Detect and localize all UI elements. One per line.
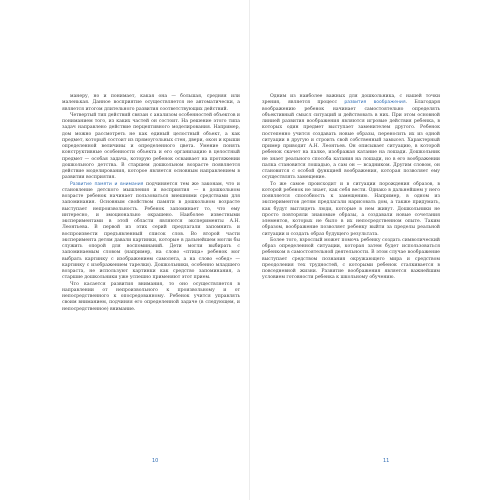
paragraph-text-before: Одним из наиболее важных для дошкольника, с нашей точки зрения, является процесс bbox=[262, 94, 440, 106]
highlighted-term: Развитие памяти и внимания bbox=[70, 181, 144, 187]
paragraph-text-after: То же самое происходит и в ситуации порождения образов, в которой ребенок не знает, как себя вести. Однако в дальнейшем у него появляется способность к замещению. Например, в одном из экспериментов детям предлагали нарисовать дом, а также придумать, как будут выглядеть люди, которые в нем живут. Дошкольники не просто повторяли знакомые образы, а создавали новые сочетания элементов, которых не было в их непосредственном опыте. Таким образом, воображение позволяет ребенку выйти за пределы реальной ситуации и создать образ будущего результата. bbox=[262, 181, 440, 237]
page-number: 10 bbox=[152, 458, 159, 464]
left-page-text bbox=[62, 94, 240, 313]
paragraph-text-after: подчиняется тем же законам, что и становление детского мышления и восприятия — в дошкольном возрасте ребенок начинает пользоваться внешними средствами для запоминания. Основным свойством памяти в дошкольном возрасте выступает непроизвольность. Ребенок запоминает то, что ему интересно, и эмоционально окрашено. Наиболее известными экспериментами в этой области являются эксперименты А.Н. Леонтьева. В первой из этих серий предлагали запомнить и воспроизвести предъявленный список слов. Во второй части эксперимента детям давали картинки, которые в дальнейшем могли бы служить опорой для воспоминаний. Дети могли выбирать с запоминаемым словом (например, на слово «птица» ребенок мог выбрать картинку с изображением самолета, а на слово «обед» — картинку с изображением тарелки). Дошкольники, особенно младшего возраста, не используют картинки как средство запоминания, а старшие дошкольники уже успешно применяют этот прием. bbox=[62, 181, 240, 281]
paragraph bbox=[262, 238, 440, 282]
paragraph-text-after: . Благодаря воображению ребенок начинает самостоятельно определять объективный смысл ситуаций и действовать в них. При этом основной линией развития воображения являются игровые действия ребенка, в которых один предмет выступает заменителем другого. Ребенок постепенно учится создавать новые образы, переносить их из одной ситуации в другую и строить свой собственный замысел. Характерный пример приводит А.Н. Леонтьев. Он описывает ситуацию, в которой ребенок скачет на палке, изображая катание на лошади. Дошкольник не знает реального способа катания на лошади, но в его воображении палка становится лошадью, а сам он — всадником. Другим словом, он становится с особой функцией воображения, которая позволяет ему осуществлять замещение. bbox=[262, 100, 440, 181]
paragraph-text-after: Более того, взрослый может помочь ребенку создать символический образ определенной ситуации, которая затем будет использоваться ребенком в самостоятельной деятельности. В этом случае воображение выступает средством познания окружающего мира и средством преодоления тех трудностей, с которыми ребенок сталкивается в повседневной жизни. Развитие воображения является важнейшим условием готовности ребенка к школьному обучению. bbox=[262, 237, 440, 281]
paragraph-text-after: манеру, но и понимает, какая она — большая, средняя или маленькая. Данное восприятие осуществляется не автоматически, а является итогом длительного развития соответствующих действий. bbox=[62, 94, 240, 112]
highlighted-term: развития воображения bbox=[344, 100, 406, 106]
paragraph-text-after: Четвертый тип действий связан с анализом особенностей объектов и пониманием того, из каких частей он состоит. На решение этого типа задач направлено действие перцептивного моделирования. Например, дом можно рассмотреть не как единый целостный объект, а как предмет, который состоит из прямоугольных стен, двери, окон и крыши определенной величины и определенного цвета. Умение понять конструктивные особенности объекта и его организацию в целостный предмет — особая задача, которую ребенок осваивает на протяжении дошкольного детства. В старшем дошкольном возрасте появляется действие моделирования, которое является основным направлением в развитии восприятия. bbox=[62, 112, 240, 181]
right-page-text bbox=[262, 94, 440, 282]
paragraph-text-after: Что касается развития внимания, то оно осуществляется в направлении от непроизвольного к произвольному и от непосредственного к опосредованному. Ребенок учится управлять своим вниманием, подчиняя его определенной задаче (в следующем, и непосредственное) внимание. bbox=[62, 281, 240, 312]
paragraph bbox=[62, 113, 240, 182]
paragraph bbox=[62, 182, 240, 282]
paragraph bbox=[62, 94, 240, 113]
paragraph bbox=[262, 94, 440, 182]
page-number: 11 bbox=[383, 458, 390, 464]
right-page bbox=[250, 0, 500, 500]
paragraph bbox=[62, 282, 240, 313]
paragraph bbox=[262, 182, 440, 238]
